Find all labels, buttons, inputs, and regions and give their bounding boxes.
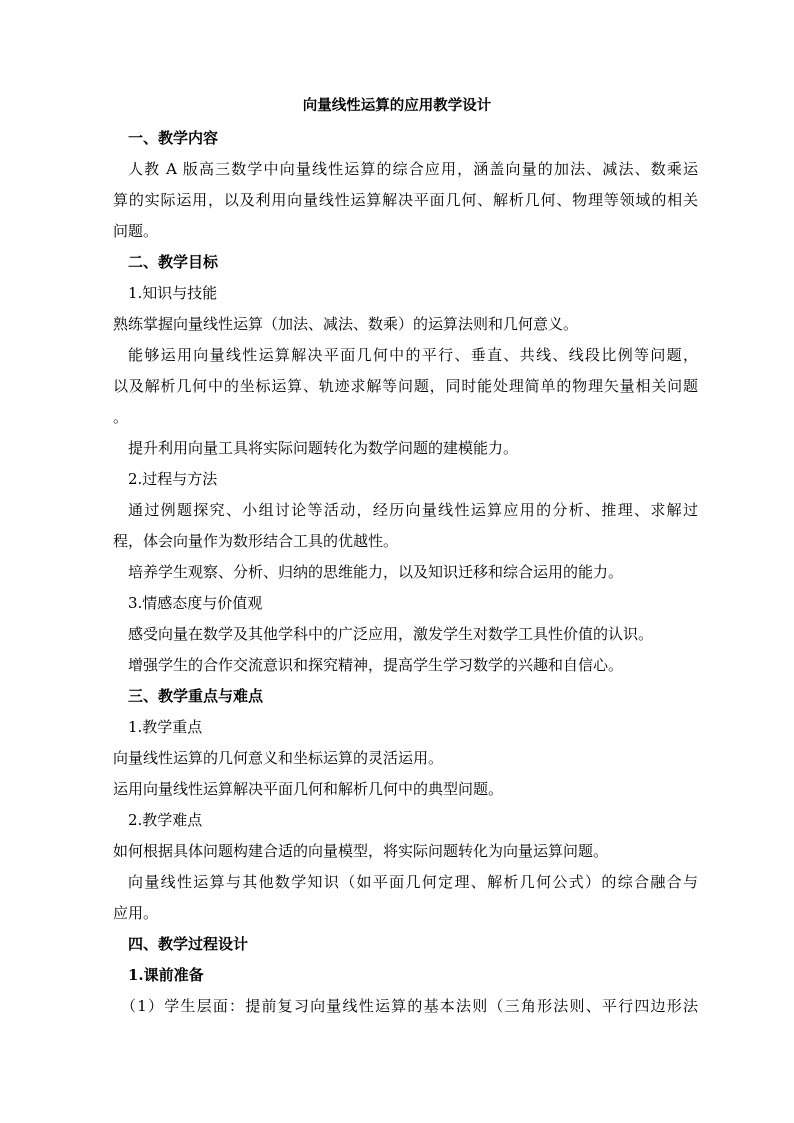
subheading: 2.过程与方法: [128, 470, 218, 488]
section-heading-key-points: 三、教学重点与难点: [128, 687, 264, 705]
section-heading-process: 四、教学过程设计: [128, 935, 249, 953]
paragraph-line: 算的实际运用，以及利用向量线性运算解决平面几何、解析几何、物理等领域的相关: [113, 191, 698, 209]
paragraph-line: 以及解析几何中的坐标运算、轨迹求解等问题，同时能处理简单的物理矢量相关问题: [113, 377, 698, 395]
paragraph-line: 向量线性运算的几何意义和坐标运算的灵活运用。: [113, 749, 444, 767]
paragraph-line: 人教 A 版高三数学中向量线性运算的综合应用，涵盖向量的加法、减法、数乘运: [128, 160, 698, 178]
subheading: 3.情感态度与价值观: [128, 594, 263, 612]
section-heading-goals: 二、教学目标: [128, 253, 219, 271]
document-body: [113, 123, 698, 1022]
paragraph-line: 能够运用向量线性运算解决平面几何中的平行、垂直、共线、线段比例等问题，: [128, 346, 698, 364]
paragraph-line: 应用。: [113, 904, 159, 922]
subheading: 1.教学重点: [128, 718, 203, 736]
paragraph-line: （1）学生层面：提前复习向量线性运算的基本法则（三角形法则、平行四边形法: [121, 997, 698, 1015]
paragraph-line: 如何根据具体问题构建合适的向量模型，将实际问题转化为向量运算问题。: [113, 842, 609, 860]
paragraph-line: 通过例题探究、小组讨论等活动，经历向量线性运算应用的分析、推理、求解过: [128, 501, 698, 519]
paragraph-line: 提升利用向量工具将实际问题转化为数学问题的建模能力。: [128, 439, 519, 457]
paragraph-line: 增强学生的合作交流意识和探究精神，提高学生学习数学的兴趣和自信心。: [128, 656, 624, 674]
paragraph-line: 向量线性运算与其他数学知识（如平面几何定理、解析几何公式）的综合融合与: [128, 873, 698, 891]
paragraph-line: 运用向量线性运算解决平面几何和解析几何中的典型问题。: [113, 780, 504, 798]
paragraph-line: 程，体会向量作为数形结合工具的优越性。: [113, 532, 399, 550]
paragraph-line: 感受向量在数学及其他学科中的广泛应用，激发学生对数学工具性价值的认识。: [128, 625, 654, 643]
paragraph-line: 问题。: [113, 222, 159, 240]
subheading: 1.知识与技能: [128, 284, 218, 302]
subheading-bold: 1.课前准备: [128, 966, 204, 984]
paragraph-line: 。: [113, 408, 129, 426]
subheading: 2.教学难点: [128, 811, 203, 829]
paragraph-line: 熟练掌握向量线性运算（加法、减法、数乘）的运算法则和几何意义。: [113, 315, 579, 333]
paragraph-line: 培养学生观察、分析、归纳的思维能力，以及知识迁移和综合运用的能力。: [128, 563, 624, 581]
section-heading-content: 一、教学内容: [128, 129, 219, 147]
document-title: 向量线性运算的应用教学设计: [302, 97, 492, 114]
